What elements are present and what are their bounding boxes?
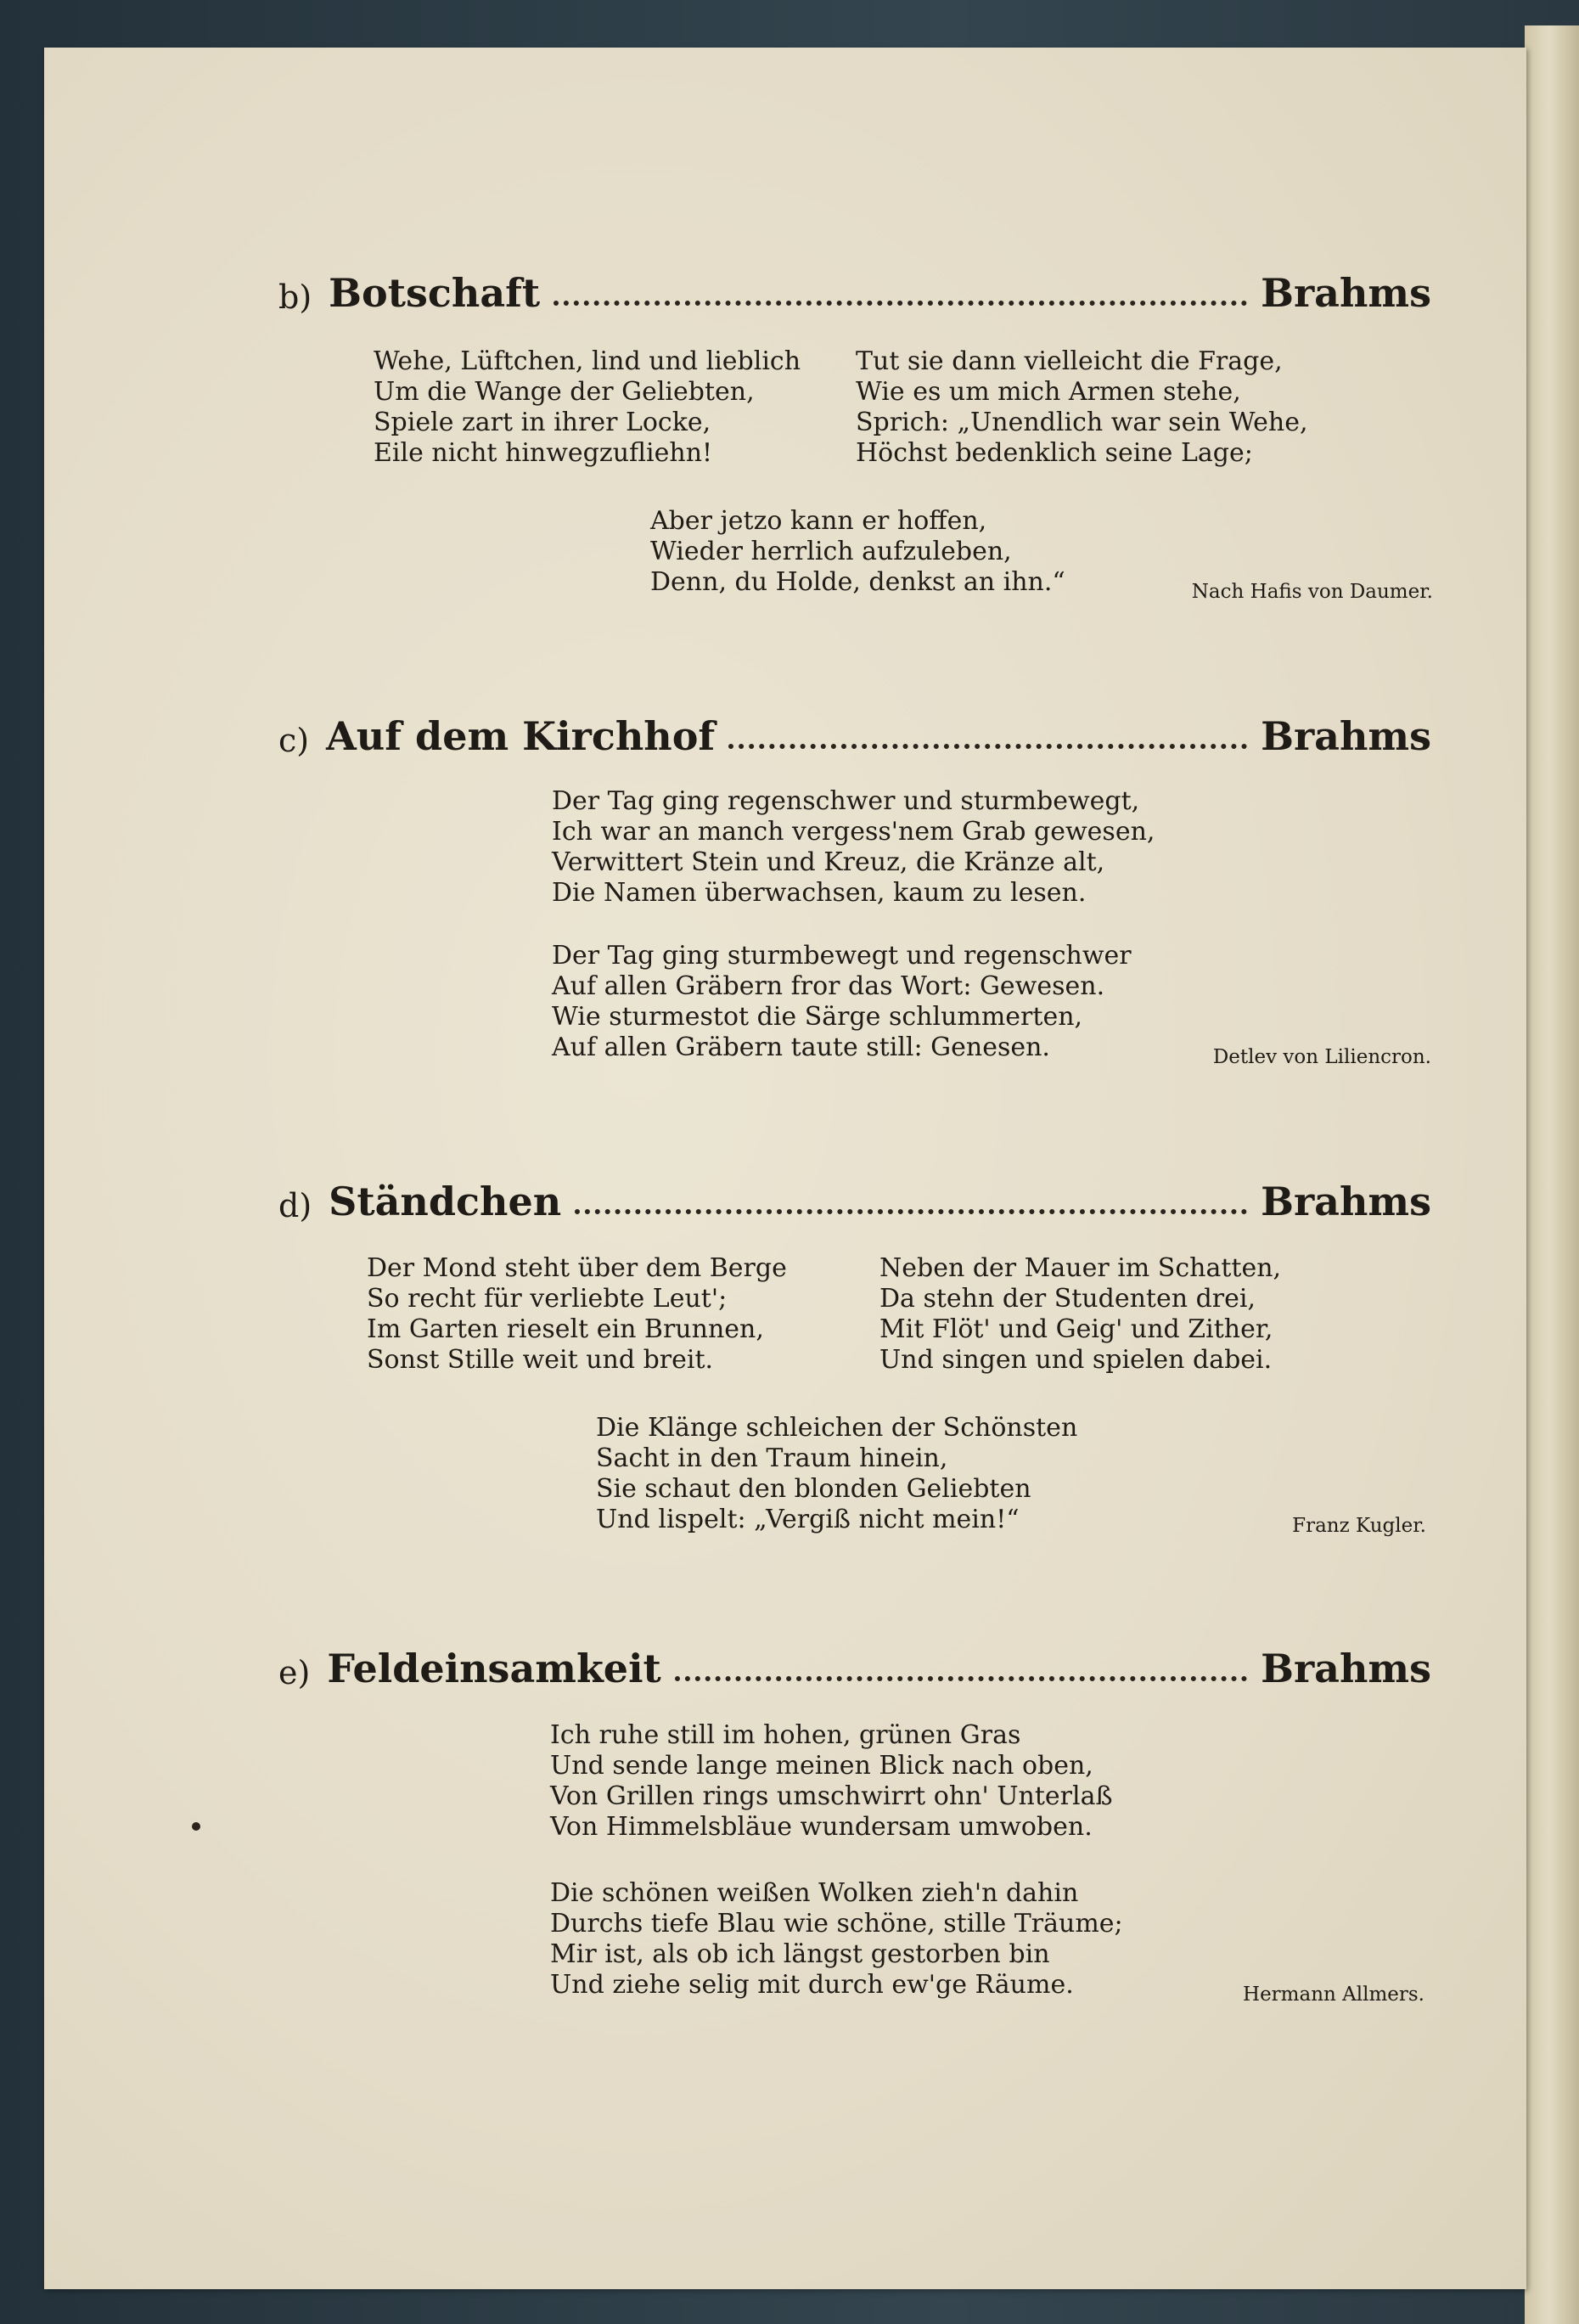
stanza-2: Der Tag ging sturmbewegt und regenschwer Auf allen Gräbern fror das Wort: Gewesen. Wie sturmestot die Särge schlummerten, Auf allen Gräbern taute still: Genesen. [552, 941, 1132, 1062]
song-heading [278, 1156, 1431, 1224]
song-letter: e) [278, 1654, 311, 1691]
lyricist-credit: Detlev von Liliencron. [1212, 1046, 1431, 1068]
next-page-edge [1525, 25, 1579, 2324]
stanza-1: Ich ruhe still im hohen, grünen Gras Und sende lange meinen Blick nach oben, Von Grillen rings umschwirrt ohn' Unterlaß Von Himmelsbläue wundersam umwoben. [550, 1720, 1113, 1842]
song-heading [278, 248, 1431, 316]
song-title: Auf dem Kirchhof [326, 713, 716, 759]
song-composer: Brahms [1261, 1646, 1431, 1691]
lyricist-credit: Hermann Allmers. [1243, 1984, 1424, 2006]
stanza-left: Der Mond steht über dem Berge So recht für verliebte Leut'; Im Garten rieselt ein Brunnen, Sonst Stille weit und breit. [367, 1253, 787, 1375]
song-heading [278, 691, 1431, 759]
stanza-1: Der Tag ging regenschwer und sturmbewegt, Ich war an manch vergess'nem Grab gewesen, Verwittert Stein und Kreuz, die Kränze alt, Die Namen überwachsen, kaum zu lesen. [552, 786, 1155, 908]
song-composer: Brahms [1261, 713, 1431, 759]
song-composer: Brahms [1261, 1179, 1431, 1224]
song-heading [278, 1623, 1431, 1691]
stanza-bottom: Die Klänge schleichen der Schönsten Sacht in den Traum hinein, Sie schaut den blonden Geliebten Und lispelt: „Vergiß nicht mein!“ [596, 1413, 1078, 1534]
song-letter: d) [278, 1187, 312, 1224]
song-letter: c) [278, 722, 310, 759]
lyricist-credit: Nach Hafis von Daumer. [1191, 581, 1433, 603]
dot-leader [728, 743, 1247, 749]
stanza-left: Wehe, Lüftchen, lind und lieblich Um die Wange der Geliebten, Spiele zart in ihrer Locke, Eile nicht hinwegzufliehn! [374, 346, 801, 468]
song-composer: Brahms [1261, 270, 1431, 316]
stanza-bottom: Aber jetzo kann er hoffen, Wieder herrlich aufzuleben, Denn, du Holde, denkst an ihn.“ [650, 506, 1065, 597]
stanza-right: Tut sie dann vielleicht die Frage, Wie es um mich Armen stehe, Sprich: „Unendlich war sein Wehe, Höchst bedenklich seine Lage; [856, 346, 1308, 468]
lyricist-credit: Franz Kugler. [1292, 1515, 1426, 1537]
dot-leader [675, 1675, 1247, 1681]
stanza-right: Neben der Mauer im Schatten, Da stehn der Studenten drei, Mit Flöt' und Geig' und Zither, Und singen und spielen dabei. [879, 1253, 1282, 1375]
song-letter: b) [278, 279, 312, 316]
song-title: Ständchen [329, 1179, 562, 1224]
dot-leader [575, 1208, 1247, 1214]
stanza-2: Die schönen weißen Wolken zieh'n dahin Durchs tiefe Blau wie schöne, stille Träume; Mir ist, als ob ich längst gestorben bin Und ziehe selig mit durch ew'ge Räume. [550, 1878, 1123, 2000]
program-page [44, 48, 1526, 2289]
dot-leader [553, 300, 1247, 306]
song-title: Botschaft [329, 270, 541, 316]
song-title: Feldeinsamkeit [327, 1646, 661, 1691]
stain-speck [192, 1822, 200, 1831]
